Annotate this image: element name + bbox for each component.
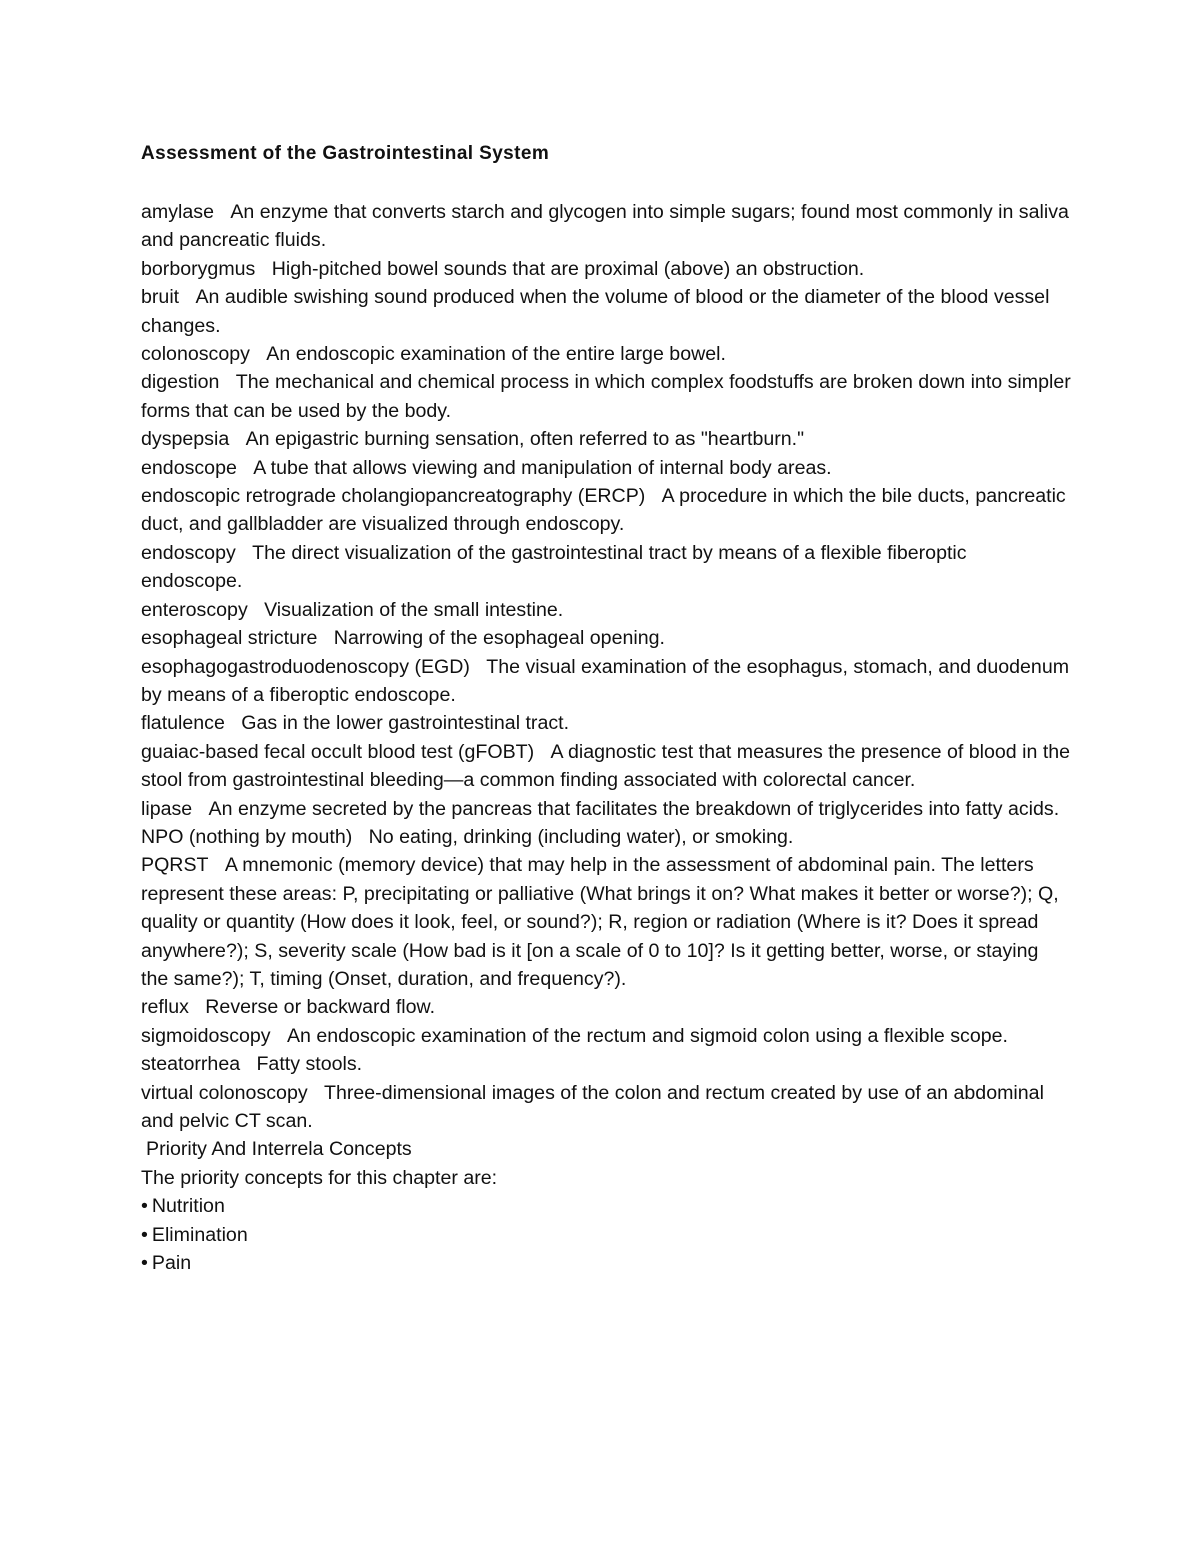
glossary-term: esophagogastroduodenoscopy (EGD)	[141, 655, 470, 678]
glossary-definition: Gas in the lower gastrointestinal tract.	[241, 712, 570, 735]
glossary-entry	[141, 1079, 1071, 1136]
glossary-definition: A procedure in which the bile ducts, pancreatic duct, and gallbladder are visualized through endoscopy.	[141, 485, 1066, 536]
glossary-term: guaiac-based fecal occult blood test (gFOBT)	[141, 740, 535, 763]
document-page	[141, 140, 1071, 1277]
document-body	[141, 198, 1071, 1277]
section-heading: Priority And Interrela Concepts	[146, 1138, 412, 1161]
glossary-term: bruit	[141, 286, 180, 309]
glossary-term: sigmoidoscopy	[141, 1024, 271, 1047]
bullet-list	[141, 1192, 1071, 1277]
glossary-entry	[141, 624, 1071, 652]
bullet-icon: •	[141, 1252, 148, 1275]
glossary-definition: High-pitched bowel sounds that are proximal (above) an obstruction.	[271, 257, 865, 280]
glossary-definition: An enzyme secreted by the pancreas that facilitates the breakdown of triglycerides into fatty acids.	[208, 797, 1060, 820]
glossary-entry	[141, 795, 1071, 823]
glossary-definition: Visualization of the small intestine.	[264, 598, 564, 621]
glossary-definition: An enzyme that converts starch and glycogen into simple sugars; found most commonly in saliva and pancreatic fluids.	[141, 201, 1069, 252]
glossary-term: NPO (nothing by mouth)	[141, 825, 353, 848]
glossary-term: amylase	[141, 201, 214, 223]
glossary-definition: The mechanical and chemical process in which complex foodstuffs are broken down into simpler forms that can be used by the body.	[141, 371, 1071, 422]
glossary-term: PQRST	[141, 854, 209, 877]
glossary-definition: Reverse or backward flow.	[205, 996, 436, 1019]
glossary-entry	[141, 368, 1071, 425]
glossary-entry	[141, 255, 1071, 283]
intro-line: The priority concepts for this chapter are:	[141, 1166, 498, 1189]
bullet-text: Elimination	[151, 1223, 248, 1246]
glossary-entry	[141, 709, 1071, 737]
glossary-term: dyspepsia	[141, 428, 230, 451]
glossary-definition: Three-dimensional images of the colon and rectum created by use of an abdominal and pelvic CT scan.	[141, 1081, 1044, 1132]
glossary-definition: An audible swishing sound produced when the volume of blood or the diameter of the blood vessel changes.	[141, 286, 1050, 337]
glossary-term: endoscopic retrograde cholangiopancreatography (ERCP)	[141, 485, 646, 508]
glossary-entry	[141, 653, 1071, 710]
glossary-term: reflux	[141, 996, 189, 1019]
glossary-definition: Fatty stools.	[256, 1053, 363, 1076]
bullet-item	[141, 1221, 1071, 1249]
glossary-definition: A diagnostic test that measures the presence of blood in the stool from gastrointestinal bleeding—a common finding associated with colorectal cancer.	[141, 740, 1071, 792]
glossary-definition: The direct visualization of the gastrointestinal tract by means of a flexible fiberoptic endoscope.	[141, 541, 967, 593]
glossary-term: digestion	[141, 371, 220, 394]
glossary-entry	[141, 340, 1071, 368]
bullet-item	[141, 1192, 1071, 1220]
glossary-definition: An endoscopic examination of the rectum and sigmoid colon using a flexible scope.	[286, 1024, 1008, 1047]
glossary-entry	[141, 823, 1071, 851]
glossary-entry	[141, 851, 1071, 993]
glossary-definition: The visual examination of the esophagus, stomach, and duodenum by means of a fiberoptic endoscope.	[141, 655, 1070, 706]
glossary-definition: No eating, drinking (including water), or smoking.	[368, 825, 794, 848]
glossary-definition: A tube that allows viewing and manipulation of internal body areas.	[253, 456, 832, 479]
document-title: Assessment of the Gastrointestinal System	[141, 143, 550, 164]
glossary-term: flatulence	[141, 712, 225, 735]
glossary-term: enteroscopy	[141, 598, 248, 621]
bullet-icon: •	[141, 1195, 148, 1218]
glossary-term: esophageal stricture	[141, 627, 318, 650]
glossary-entry	[141, 993, 1071, 1021]
glossary-term: steatorrhea	[141, 1053, 241, 1076]
bullet-text: Pain	[151, 1252, 192, 1275]
glossary-term: endoscopy	[141, 541, 236, 564]
glossary-entry	[141, 1022, 1071, 1050]
glossary-entry	[141, 283, 1071, 340]
glossary-entry	[141, 454, 1071, 482]
glossary-entry	[141, 738, 1071, 795]
glossary-term: endoscope	[141, 456, 237, 479]
glossary-term: borborygmus	[141, 257, 256, 280]
glossary-entry	[141, 425, 1071, 453]
glossary-entry	[141, 1050, 1071, 1078]
glossary-definition: An epigastric burning sensation, often referred to as "heartburn."	[245, 428, 805, 451]
bullet-item	[141, 1249, 1071, 1277]
glossary-definition: Narrowing of the esophageal opening.	[333, 627, 665, 650]
glossary-list	[141, 198, 1071, 1135]
glossary-term: virtual colonoscopy	[141, 1081, 308, 1104]
glossary-entry	[141, 596, 1071, 624]
glossary-entry	[141, 539, 1071, 596]
glossary-term: colonoscopy	[141, 343, 250, 366]
glossary-definition: A mnemonic (memory device) that may help in the assessment of abdominal pain. The letters represent these areas: P, precipitating or palliative (What brings it on? What makes it better or worse?); Q, quality or quantity (How does it look, feel, or sound?); R, region or radiation (Where is it? Does it spread anywhere?); S, severity scale (How bad is it [on a scale of 0 to 10]? Is it getting better, worse, or staying the same?); T, timing (Onset, duration, and frequency?).	[141, 854, 1059, 990]
bullet-icon: •	[141, 1223, 148, 1246]
bullet-text: Nutrition	[151, 1195, 225, 1218]
glossary-entry	[141, 482, 1071, 539]
glossary-term: lipase	[141, 797, 193, 820]
glossary-entry	[141, 198, 1071, 255]
glossary-definition: An endoscopic examination of the entire large bowel.	[266, 343, 726, 366]
